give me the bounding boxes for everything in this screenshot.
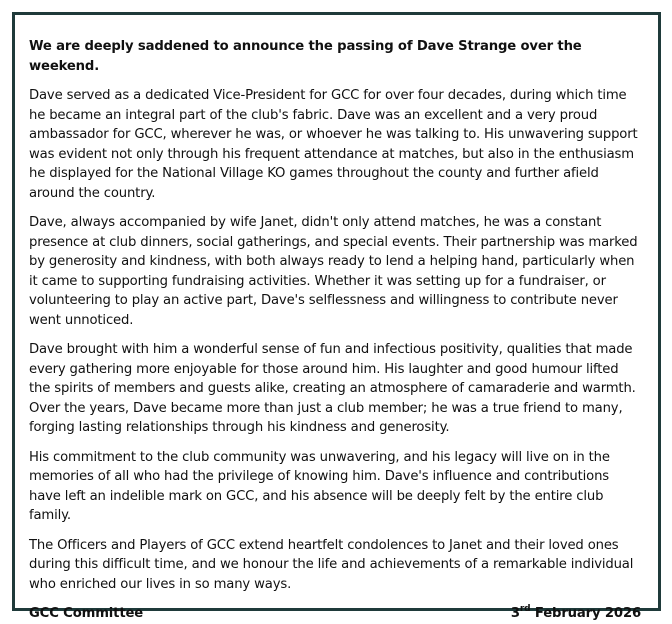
notice-paragraph-1: Dave served as a dedicated Vice-President for GCC for over four decades, during which time he became an integral part of the club's fabric. Dave was an excellent and a very proud ambassador for GCC, wherever he was, or whoever he was talking to. His unwavering support was evident not only through his frequent attendance at matches, but also in the enthusiasm he displayed for the National Village KO games throughout the county and further afield around the country. (29, 88, 638, 201)
notice-frame (12, 12, 661, 621)
date-day: 3 (510, 606, 520, 621)
date-suffix: rd (519, 603, 531, 614)
notice-paragraph-2: Dave, always accompanied by wife Janet, didn't only attend matches, he was a constant presence at club dinners, social gatherings, and special events. Their partnership was marked by generosity and kindness, with both always ready to lend a helping hand, particularly when it came to supporting fundraising activities. Whether it was setting up for a fundraiser, or volunteering to play an active part, Dave's selflessness and willingness to contribute never went unnoticed. (29, 215, 638, 328)
date-month-year: February 2026 (534, 606, 641, 621)
notice-heading: We are deeply saddened to announce the passing of Dave Strange over the weekend. (29, 39, 582, 74)
signature: GCC Committee (29, 606, 144, 621)
notice-body (29, 37, 641, 624)
notice-paragraph-3: Dave brought with him a wonderful sense of fun and infectious positivity, qualities that made every gathering more enjoyable for those around him. His laughter and good humour lifted the spirits of members and guests alike, creating an atmosphere of camaraderie and warmth. Over the years, Dave became more than just a club member; he was a true friend to many, forging lasting relationships through his kindness and generosity. (29, 342, 636, 435)
notice-paragraph-5: The Officers and Players of GCC extend heartfelt condolences to Janet and their loved ones during this difficult time, and we honour the life and achievements of a remarkable individual who enriched our lives in so many ways. (29, 537, 634, 592)
notice-paragraph-4: His commitment to the club community was unwavering, and his legacy will live on in the memories of all who had the privilege of knowing him. Dave's influence and contributions have left an indelible mark on GCC, and his absence will be deeply felt by the entire club family. (29, 449, 610, 523)
